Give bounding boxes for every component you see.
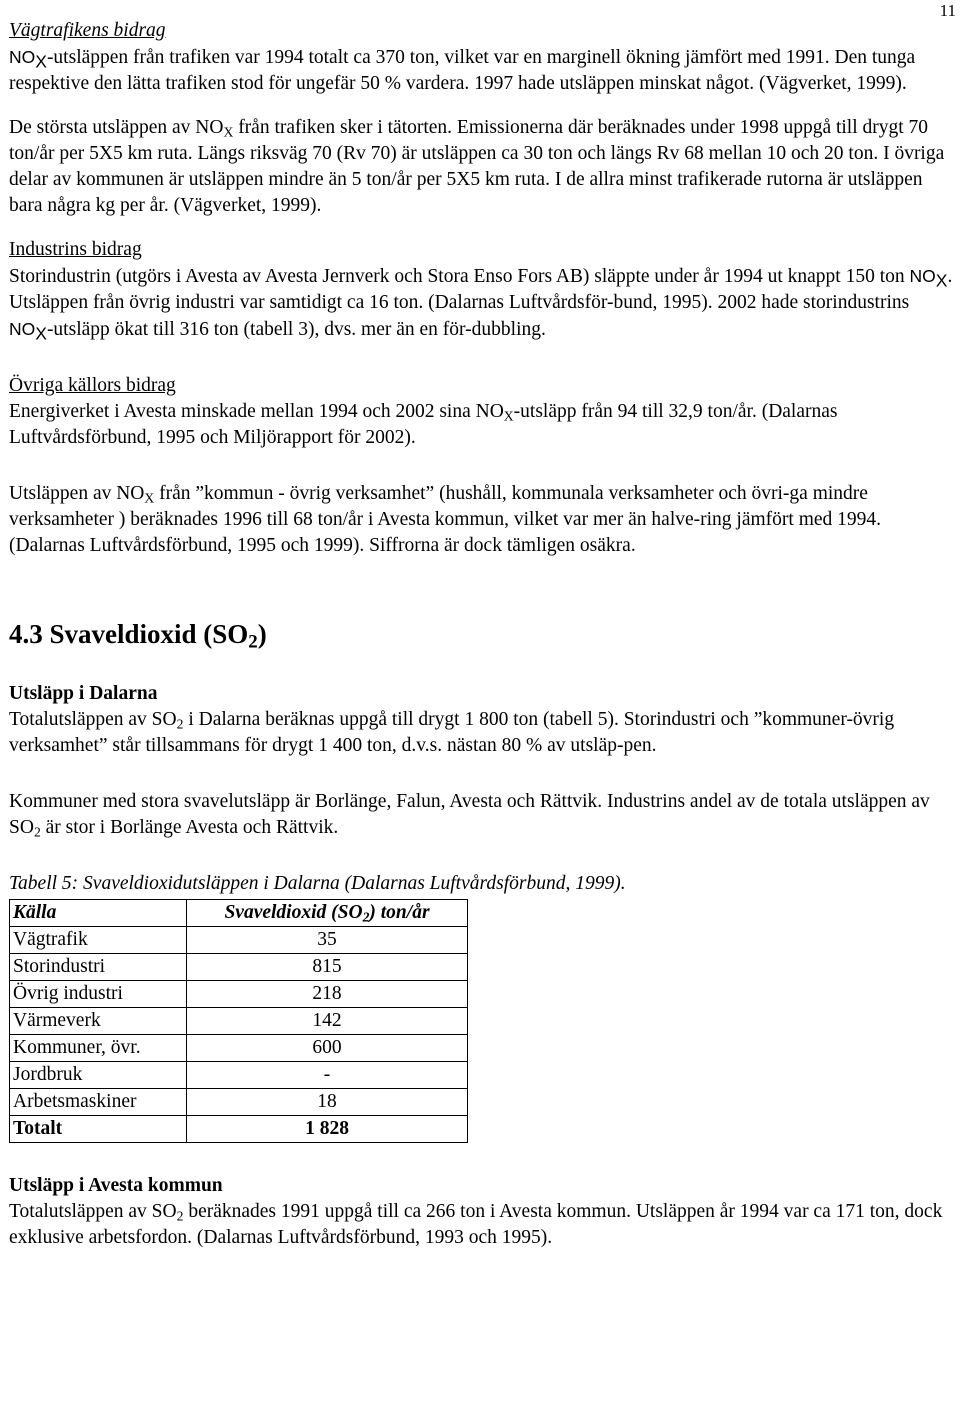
heading-utslapp-avesta: Utsläpp i Avesta kommun <box>9 1175 223 1196</box>
nox-subscript: X <box>503 408 514 424</box>
paragraph-trafik-1 <box>9 44 954 97</box>
paragraph-text: -utsläpp från 94 till 32,9 ton/år. (Dalarnas Luftvårdsförbund, 1995 och Miljörapport för 2002). <box>9 401 838 448</box>
so2-subscript: 2 <box>176 1208 184 1224</box>
nox-label: NO <box>9 47 36 67</box>
paragraph-dalarna-1 <box>9 707 954 759</box>
so2-subscript: 2 <box>248 631 258 653</box>
so2-subscript: 2 <box>362 909 370 925</box>
table-row <box>10 954 468 981</box>
header-text: Svaveldioxid (SO <box>224 902 363 923</box>
table-cell-value: 815 <box>187 954 468 981</box>
table-body <box>10 927 468 1116</box>
document-body <box>9 18 954 1251</box>
paragraph-text: De största utsläppen av NO <box>9 117 224 138</box>
table-row <box>10 981 468 1008</box>
table-cell-kalla: Vägtrafik <box>10 927 187 954</box>
nox-subscript: X <box>35 51 47 72</box>
nox-subscript: X <box>223 124 234 140</box>
paragraph-text: -utsläppen från trafiken var 1994 totalt ca 370 ton, vilket var en marginell ökning jämfört med 1991. Den tunga respektive den lätta trafiken stod för ungefär 50 % vardera. 1997 hade utsläppen minskat något. (Vägverket, 1999). <box>9 47 916 94</box>
table-cell-kalla: Totalt <box>10 1116 187 1143</box>
paragraph-text: beräknades 1991 uppgå till ca 266 ton i Avesta kommun. Utsläppen år 1994 var ca 171 ton, dock exklusive arbetsfordon. (Dalarnas Luftvårdsförbund, 1993 och 1995). <box>9 1201 943 1248</box>
table-caption: Tabell 5: Svaveldioxidutsläppen i Dalarna (Dalarnas Luftvårdsförbund, 1999). <box>9 873 626 894</box>
paragraph-text: . Utsläppen från övrig industri var samtidigt ca 16 ton. (Dalarnas Luftvårdsför-bund, 1995). 2002 hade storindustrins <box>9 266 953 313</box>
paragraph-text: från ”kommun - övrig verksamhet” (hushåll, kommunala verksamheter och övri-ga mindre verksamheter ) beräknades 1996 till 68 ton/år i Avesta kommun, vilket var mer än halve-ring jämfört med 1994. (Dalarnas Luftvårdsförbund, 1995 och 1999). Siffrorna är dock tämligen osäkra. <box>9 483 882 556</box>
table-row <box>10 1062 468 1089</box>
heading-text: 4.3 Svaveldioxid (SO <box>9 619 249 649</box>
so2-subscript: 2 <box>33 824 41 840</box>
paragraph-text: Kommuner med stora svavelutsläpp är Borlänge, Falun, Avesta och Rättvik. Industrins andel av de totala utsläppen av SO <box>9 791 930 838</box>
nox-subscript: X <box>35 323 47 344</box>
nox-label: NO <box>909 266 936 286</box>
table-header-svaveldioxid <box>187 900 468 927</box>
paragraph-ovriga-2 <box>9 481 954 559</box>
paragraph-text: i Dalarna beräknas uppgå till drygt 1 800 ton (tabell 5). Storindustri och ”kommuner-övrig verksamhet” står tillsammans för drygt 1 400 ton, d.v.s. nästan 80 % av utsläp-pen. <box>9 709 895 756</box>
paragraph-trafik-2 <box>9 115 954 219</box>
so2-table <box>9 899 468 1143</box>
paragraph-avesta <box>9 1199 954 1251</box>
table-cell-kalla: Värmeverk <box>10 1008 187 1035</box>
paragraph-text: -utsläpp ökat till 316 ton (tabell 3), dvs. mer än en för-dubbling. <box>46 319 546 340</box>
table-header-row <box>10 900 468 927</box>
paragraph-dalarna-2 <box>9 789 954 841</box>
table-cell-kalla: Övrig industri <box>10 981 187 1008</box>
paragraph-industri <box>9 263 954 343</box>
heading-text: ) <box>257 619 267 649</box>
nox-label: NO <box>9 319 36 339</box>
table-total-row <box>10 1116 468 1143</box>
table-cell-kalla: Jordbruk <box>10 1062 187 1089</box>
table-cell-value: 35 <box>187 927 468 954</box>
table-cell-kalla: Storindustri <box>10 954 187 981</box>
table-cell-value: 18 <box>187 1089 468 1116</box>
nox-subscript: X <box>144 490 155 506</box>
paragraph-text: Energiverket i Avesta minskade mellan 1994 och 2002 sina NO <box>9 401 504 422</box>
heading-ovriga: Övriga källors bidrag <box>9 375 176 396</box>
table-cell-value: 600 <box>187 1035 468 1062</box>
table-row <box>10 927 468 954</box>
table-cell-kalla: Arbetsmaskiner <box>10 1089 187 1116</box>
paragraph-text: är stor i Borlänge Avesta och Rättvik. <box>40 817 339 838</box>
heading-utslapp-dalarna: Utsläpp i Dalarna <box>9 683 158 704</box>
table-header-kalla: Källa <box>10 900 187 927</box>
section-heading-svaveldioxid <box>9 617 954 651</box>
paragraph-text: Utsläppen av NO <box>9 483 145 504</box>
paragraph-text: Storindustrin (utgörs i Avesta av Avesta Jernverk och Stora Enso Fors AB) släppte under år 1994 ut knappt 150 ton <box>9 266 910 287</box>
paragraph-ovriga-1 <box>9 399 954 451</box>
table-cell-value: 142 <box>187 1008 468 1035</box>
paragraph-text: Totalutsläppen av SO <box>9 1201 177 1222</box>
table-cell-value: 218 <box>187 981 468 1008</box>
table-cell-value: - <box>187 1062 468 1089</box>
page-number: 11 <box>939 1 956 20</box>
paragraph-text: Totalutsläppen av SO <box>9 709 177 730</box>
table-row <box>10 1089 468 1116</box>
table-row <box>10 1035 468 1062</box>
paragraph-text: från trafiken sker i tätorten. Emissionerna där beräknades under 1998 uppgå till drygt 70 ton/år per 5X5 km ruta. Längs riksväg 70 (Rv 70) är utsläppen ca 30 ton och längs Rv 68 mellan 10 och 20 ton. I övriga delar av kommunen är utsläppen mindre än 5 ton/år per 5X5 km ruta. I de allra minst trafikerade rutorna är utsläppen bara några kg per år. (Vägverket, 1999). <box>9 117 945 216</box>
heading-vagtrafik: Vägtrafikens bidrag <box>9 20 166 41</box>
table-cell-value: 1 828 <box>187 1116 468 1143</box>
table-cell-kalla: Kommuner, övr. <box>10 1035 187 1062</box>
so2-subscript: 2 <box>176 716 184 732</box>
header-text: ) ton/år <box>369 902 430 923</box>
nox-subscript: X <box>935 270 948 291</box>
table-row <box>10 1008 468 1035</box>
heading-industri: Industrins bidrag <box>9 239 142 260</box>
